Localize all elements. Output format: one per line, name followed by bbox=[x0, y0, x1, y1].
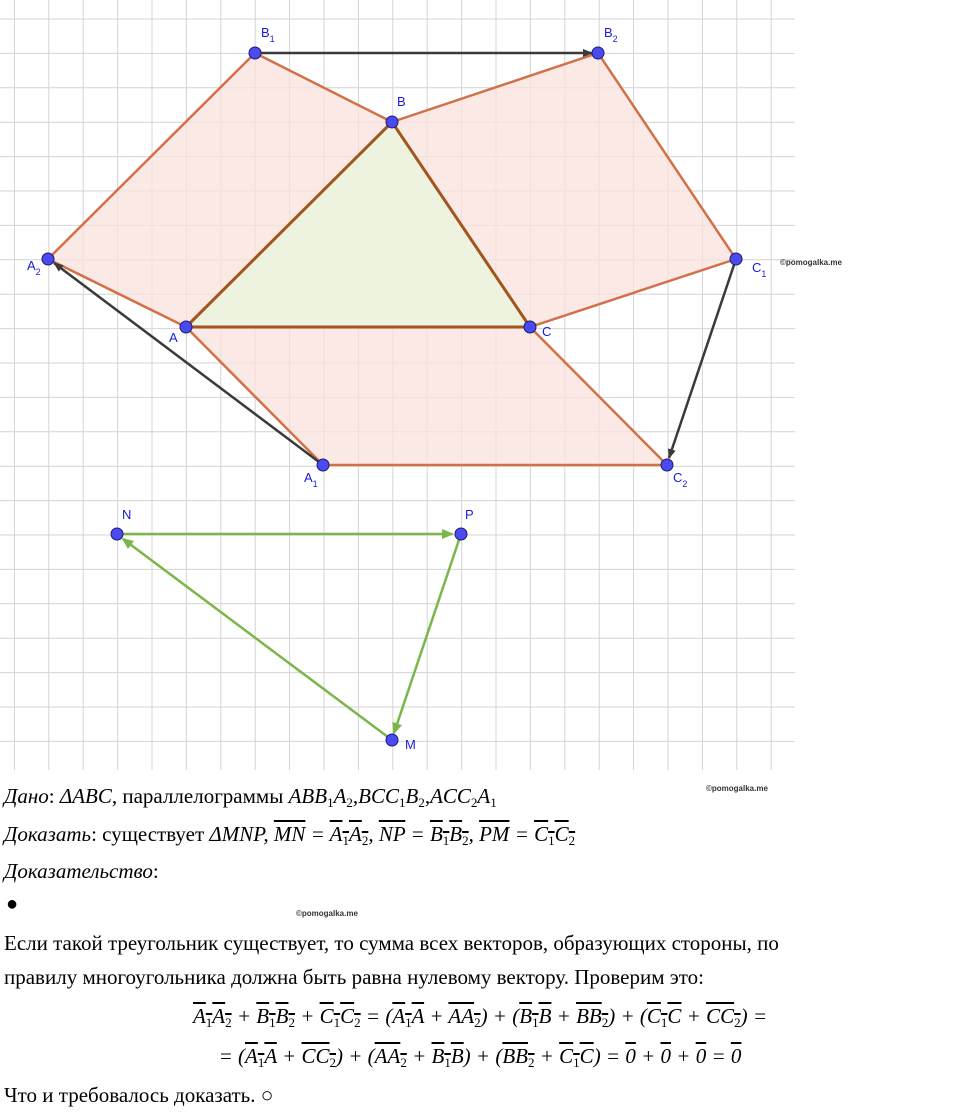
point-A bbox=[180, 321, 192, 333]
label-A2: $A_2$ bbox=[27, 258, 41, 277]
point-A1 bbox=[317, 459, 329, 471]
prove-body: существует bbox=[102, 822, 205, 846]
conclusion-line: Что и требовалось доказать. ○ bbox=[4, 1083, 274, 1107]
conclusion-text: Что и требовалось доказать. bbox=[4, 1083, 256, 1107]
label-P: P bbox=[465, 507, 474, 522]
point-B1 bbox=[249, 47, 261, 59]
watermark-2: ©pomogalka.me bbox=[706, 784, 768, 793]
point-C1 bbox=[730, 253, 742, 265]
point-C2 bbox=[661, 459, 673, 471]
point-B bbox=[386, 116, 398, 128]
label-A: A bbox=[169, 330, 178, 345]
given-body: параллелограммы bbox=[122, 784, 284, 808]
point-C bbox=[524, 321, 536, 333]
prove-line: Доказать: существует ΔMNP, $\overline{MN} = A_1A_2$, $\overline{NP} = B_1B_2$, $\overline{PM} = C_1C_2$ bbox=[4, 822, 576, 848]
given-line: Дано: ΔABC, параллелограммы $ABB_1A_2,BCC_1B_2,ACC_2A_1$ bbox=[4, 784, 497, 810]
equation-line-1: $A_1A_2 + B_1B_2 + C_1C_2 = (A_1A + AA_2) + (B_1B + BB_2) + (C_1C + CC_2)$ = bbox=[192, 1004, 768, 1030]
label-B: B bbox=[397, 94, 406, 109]
label-C: C bbox=[542, 324, 552, 339]
prove-label: Доказать bbox=[4, 822, 92, 846]
label-C1: $C_1$ bbox=[752, 260, 767, 279]
point-M bbox=[386, 734, 398, 746]
bullet: ● bbox=[6, 893, 19, 915]
point-B2 bbox=[592, 47, 604, 59]
proof-label-line: Доказательство: bbox=[4, 859, 159, 883]
equation-line-2: = $(A_1A + CC_2) + (AA_2 + B_1B) + (BB_2 + C_1C) = 0 + 0 + 0 = 0$ bbox=[218, 1044, 742, 1070]
label-B2: $B_2$ bbox=[604, 25, 618, 44]
given-label: Дано bbox=[4, 784, 49, 808]
proof-label: Доказательство bbox=[4, 859, 153, 883]
paragraph-line-1: Если такой треугольник существует, то сумма всех векторов, образующих стороны, по bbox=[4, 931, 779, 955]
point-A2 bbox=[42, 253, 54, 265]
parallelogram-ACC2A1 bbox=[186, 327, 667, 465]
paragraph-line-2: правилу многоугольника должна быть равна нулевому вектору. Проверим это: bbox=[4, 965, 705, 989]
watermark-3: ©pomogalka.me bbox=[296, 909, 358, 918]
label-C2: $C_2$ bbox=[673, 470, 688, 489]
point-N bbox=[111, 528, 123, 540]
label-M: M bbox=[405, 737, 416, 752]
label-B1: $B_1$ bbox=[261, 25, 275, 44]
point-P bbox=[455, 528, 467, 540]
label-A1: $A_1$ bbox=[304, 470, 318, 489]
watermark: ©pomogalka.me bbox=[780, 258, 842, 267]
label-N: N bbox=[122, 507, 132, 522]
